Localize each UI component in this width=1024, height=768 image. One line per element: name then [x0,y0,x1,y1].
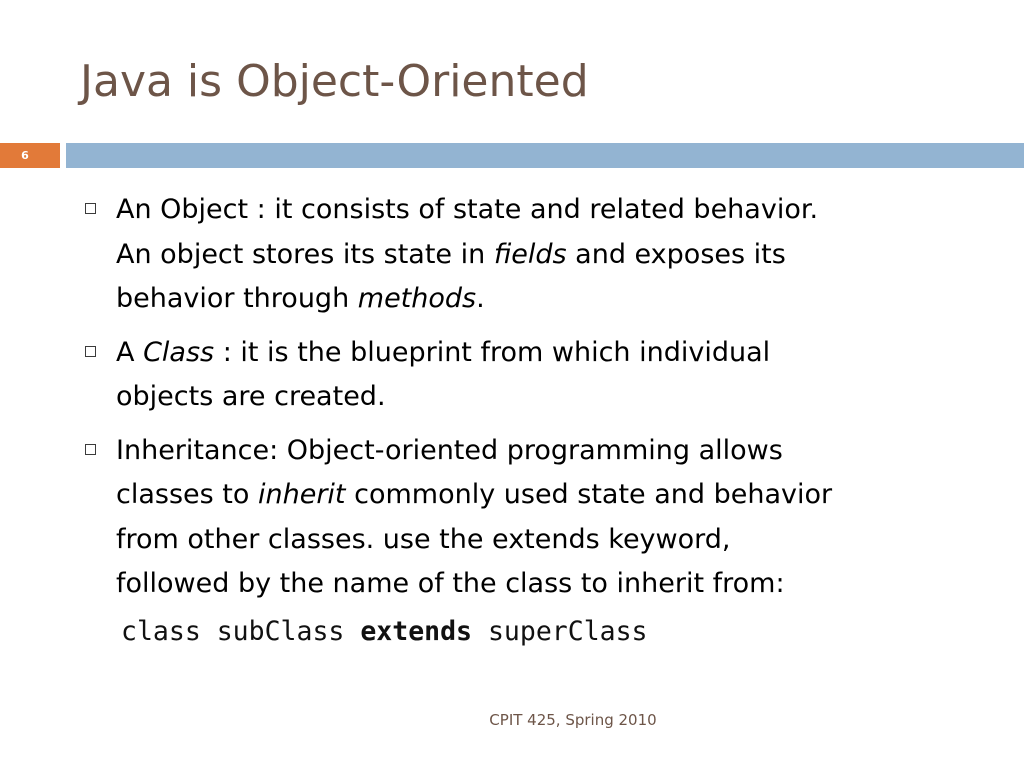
text-run: objects are created. [116,381,386,412]
bullet-text-line [116,233,1000,278]
slide-title: Java is Object-Oriented [80,56,589,107]
text-run: An object stores its state in [116,238,494,270]
code-example [121,614,648,650]
code-prefix: class subClass [121,616,361,647]
text-run: An Object : it consists of state and related behavior. [116,194,819,225]
square-bullet-icon [85,444,96,455]
bullet-text-line [116,188,1000,233]
text-run: . [476,283,485,314]
page-number: 6 [21,149,29,162]
page-number-badge [0,143,60,168]
bullet-list [80,188,1000,616]
slide-footer: CPIT 425, Spring 2010 [489,711,657,729]
bullet-text-line [116,429,1000,474]
emphasized-term: methods [357,283,477,314]
text-run: : it is the blueprint from which individual [214,336,771,368]
text-run: A [116,336,144,368]
square-bullet-icon [85,203,96,214]
bullet-item [80,331,1000,420]
emphasized-term: inherit [257,479,346,510]
square-bullet-icon [85,346,96,357]
bullet-item [80,188,1000,322]
bullet-text-line [116,473,1000,518]
emphasized-term: Class [143,336,215,368]
emphasized-term: fields [493,238,567,270]
bullet-text-line [116,277,1000,322]
text-run: followed by the name of the class to inherit from: [116,568,785,599]
text-run: behavior through [116,283,358,314]
bullet-text-line [116,518,1000,563]
bullet-item [80,429,1000,607]
bullet-text-line [116,562,1000,607]
bullet-text-line [116,375,1000,420]
text-run: commonly used state and behavior [345,479,833,510]
text-run: from other classes. use the extends keyword, [116,523,731,555]
code-suffix: superClass [472,616,648,647]
bullet-text-line [116,331,1000,376]
text-run: Inheritance: Object-oriented programming allows [116,434,783,466]
text-run: classes to [116,479,258,510]
accent-bar [66,143,1024,168]
text-run: and exposes its [566,238,786,270]
code-keyword: extends [360,616,473,647]
